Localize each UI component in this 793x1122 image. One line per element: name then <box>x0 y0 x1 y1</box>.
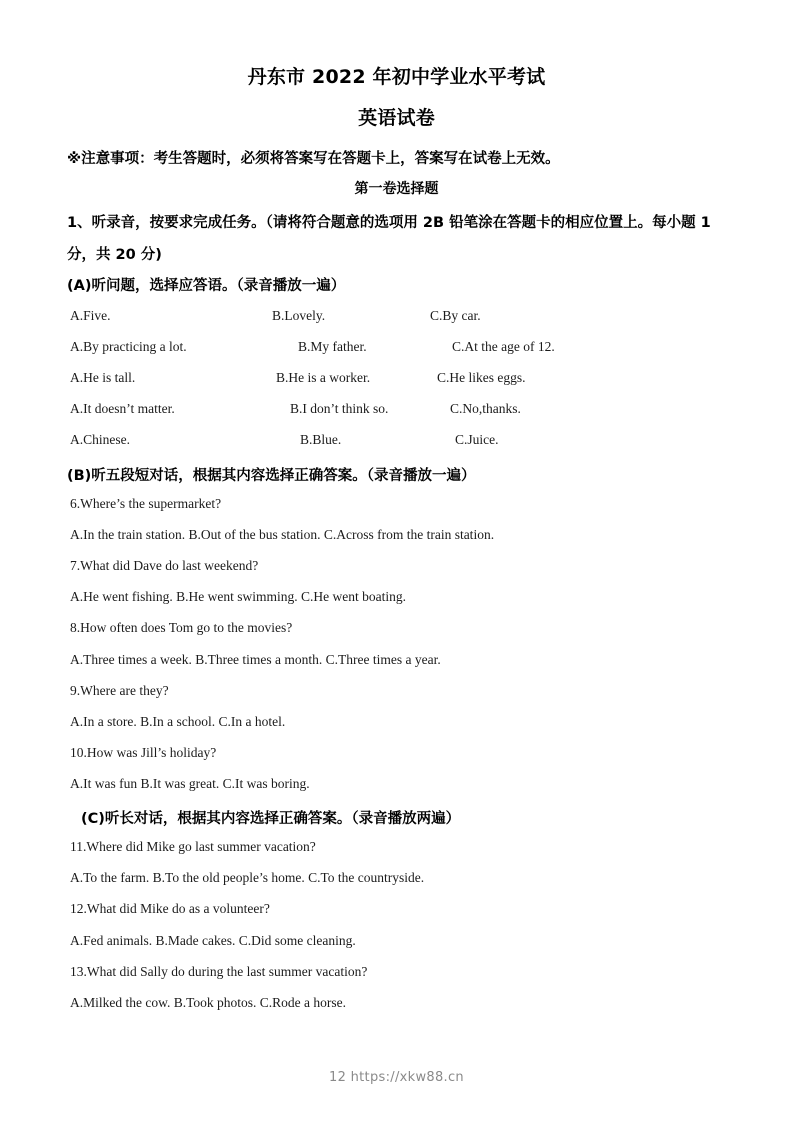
question-text: 8.How often does Tom go to the movies? <box>70 620 293 635</box>
question-options: A.He went fishing. B.He went swimming. C.He went boating. <box>70 589 406 604</box>
option-a: A.Chinese. <box>70 432 130 447</box>
option-b: B.Blue. <box>300 432 342 447</box>
option-b: B.He is a worker. <box>276 370 371 385</box>
section-b-heading: (B)听五段短对话，根据其内容选择正确答案。（录音播放一遍） <box>67 468 476 484</box>
paper-part-heading: 第一卷选择题 <box>354 181 439 197</box>
question-options: A.Fed animals. B.Made cakes. C.Did some cleaning. <box>70 933 356 948</box>
big-question-1-instruction: 1、听录音，按要求完成任务。（请将符合题意的选项用 2B 铅笔涂在答题卡的相应位置上。每小题 1 分，共 20 分) <box>67 215 711 263</box>
option-b: B.Lovely. <box>272 308 326 323</box>
option-c: C.By car. <box>430 308 481 323</box>
option-a: A.He is tall. <box>70 370 136 385</box>
question-text: 10.How was Jill’s holiday? <box>70 745 217 760</box>
footer-watermark: 12 https://xkw88.cn <box>329 1070 464 1085</box>
question-options: A.In a store. B.In a school. C.In a hotel. <box>70 714 286 729</box>
page-subtitle: 英语试卷 <box>358 107 435 129</box>
question-options: A.Three times a week. B.Three times a month. C.Three times a year. <box>70 652 441 667</box>
section-c-heading: (C)听长对话，根据其内容选择正确答案。（录音播放两遍） <box>81 811 461 827</box>
option-c: C.He likes eggs. <box>437 370 526 385</box>
question-options: A.It was fun B.It was great. C.It was boring. <box>70 776 310 791</box>
question-text: 12.What did Mike do as a volunteer? <box>70 901 270 916</box>
option-c: C.Juice. <box>455 432 499 447</box>
question-options: A.Milked the cow. B.Took photos. C.Rode a horse. <box>70 995 347 1010</box>
option-row <box>0 401 793 421</box>
section-a-heading: (A)听问题，选择应答语。（录音播放一遍） <box>67 278 346 294</box>
option-c: C.No,thanks. <box>450 401 521 416</box>
option-a: A.It doesn’t matter. <box>70 401 175 416</box>
option-row <box>0 339 793 359</box>
question-text: 7.What did Dave do last weekend? <box>70 558 259 573</box>
option-c: C.At the age of 12. <box>452 339 555 354</box>
option-b: B.I don’t think so. <box>290 401 389 416</box>
question-options: A.In the train station. B.Out of the bus station. C.Across from the train station. <box>70 527 495 542</box>
option-row <box>0 308 793 328</box>
option-b: B.My father. <box>298 339 367 354</box>
option-row <box>0 432 793 452</box>
page-title: 丹东市 2022 年初中学业水平考试 <box>247 66 546 88</box>
question-text: 6.Where’s the supermarket? <box>70 496 222 511</box>
question-options: A.To the farm. B.To the old people’s home. C.To the countryside. <box>70 870 425 885</box>
question-text: 13.What did Sally do during the last summer vacation? <box>70 964 368 979</box>
option-a: A.By practicing a lot. <box>70 339 187 354</box>
question-text: 11.Where did Mike go last summer vacation? <box>70 839 316 854</box>
question-text: 9.Where are they? <box>70 683 169 698</box>
option-row <box>0 370 793 390</box>
option-a: A.Five. <box>70 308 111 323</box>
exam-notice: ※注意事项：考生答题时，必须将答案写在答题卡上，答案写在试卷上无效。 <box>67 151 560 167</box>
